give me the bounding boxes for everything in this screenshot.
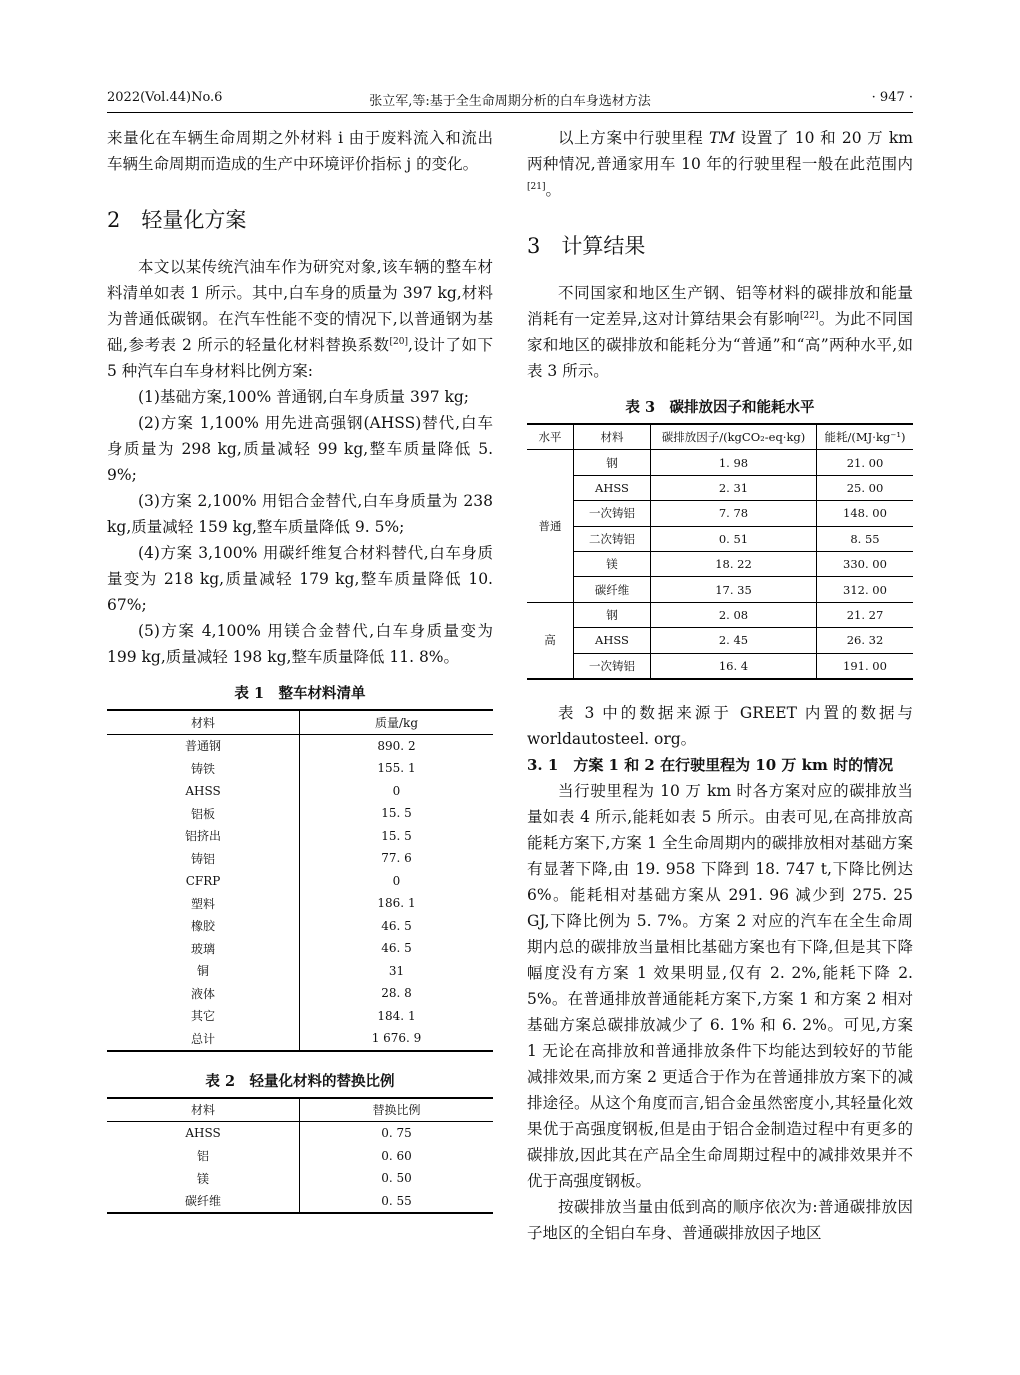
table3-header: 材料 [574, 424, 651, 450]
table-row: AHSS 2. 45 26. 32 [527, 628, 913, 653]
table-row: 铝板 15. 5 [107, 802, 493, 825]
table-row: 塑料 186. 1 [107, 892, 493, 915]
table2 [107, 1097, 493, 1215]
level-label: 普通 [527, 450, 574, 602]
table-row: 普通 钢 1. 98 21. 00 [527, 450, 913, 475]
table-row: 碳纤维 17. 35 312. 00 [527, 577, 913, 602]
section-3-1-paragraph: 当行驶里程为 10 万 km 时各方案对应的碳排放当量如表 4 所示,能耗如表 5 所示。由表可见,在高排放高能耗方案下,方案 1 全生命周期内的碳排放相对基础方案有显著下降,由 19. 958 下降到 18. 747 t,下降比例达 6%。能耗相对基础方案从 291. 96 减少到 275. 25 GJ,下降比例为 5. 7%。方案 2 对应的汽车在全生命周期内总的碳排放当量相比基础方案也有下降,但是其下降幅度没有方案 1 效果明显,仅有 2. 2%,能耗下降 2. 5%。在普通排放普通能耗方案下,方案 1 和方案 2 相对基础方案总碳排放减少了 6. 1% 和 6. 2%。可见,方案 1 无论在高排放和普通排放条件下均能达到较好的节能减排效果,而方案 2 更适合于作为在普通排放方案下的减排途径。从这个角度而言,铝合金虽然密度小,其轻量化效果优于高强度钢板,但是由于铝合金制造过程中有更多的碳排放,因此其在产品全生命周期过程中的减排效果并不优于高强度钢板。 [527, 781, 913, 1190]
table1 [107, 709, 493, 1052]
section-2-heading: 2 轻量化方案 [107, 208, 247, 232]
table-row: 橡胶 46. 5 [107, 915, 493, 938]
table-row: 碳纤维 0. 55 [107, 1190, 493, 1214]
table-row: 铝挤出 15. 5 [107, 825, 493, 848]
scheme-item: (2)方案 1,100% 用先进高强钢(AHSS)替代,白车身质量为 298 kg,质量减轻 99 kg,整车质量降低 5. 9%; [107, 414, 493, 484]
section-3-1-paragraph-2: 按碳排放当量由低到高的顺序依次为:普通碳排放因子地区的全铝白车身、普通碳排放因子地区 [527, 1197, 913, 1242]
left-column [107, 125, 493, 1214]
table-row: 铜 31 [107, 960, 493, 983]
table-row: 其它 184. 1 [107, 1005, 493, 1028]
table-row: 铸铝 77. 6 [107, 847, 493, 870]
section-3-1-heading: 3. 1 方案 1 和 2 在行驶里程为 10 万 km 时的情况 [527, 755, 894, 774]
table3-source-paragraph: 表 3 中的数据来源于 GREET 内置的数据与 worldautosteel. org。 [527, 703, 913, 748]
page-number: · 947 · [871, 90, 913, 105]
section-3-paragraph: 不同国家和地区生产钢、铝等材料的碳排放和能量消耗有一定差异,这对计算结果会有影响[22]。为此不同国家和地区的碳排放和能耗分为“普通”和“高”两种水平,如表 3 所示。 [527, 284, 913, 380]
table-row: AHSS 0 [107, 780, 493, 803]
table-row: 高 钢 2. 08 21. 27 [527, 602, 913, 627]
table-row: AHSS 2. 31 25. 00 [527, 475, 913, 500]
table-row: 铝 0. 60 [107, 1145, 493, 1168]
table-row: 一次铸铝 7. 78 148. 00 [527, 501, 913, 526]
table-row: AHSS 0. 75 [107, 1122, 493, 1145]
table1-header: 质量/kg [300, 710, 494, 734]
intro-paragraph: 来量化在车辆生命周期之外材料 i 由于废料流入和流出车辆生命周期而造成的生产中环境评价指标 j 的变化。 [107, 129, 493, 173]
table-row: 总计 1 676. 9 [107, 1027, 493, 1051]
table-row: 镁 0. 50 [107, 1167, 493, 1190]
table-row: 铸铁 155. 1 [107, 757, 493, 780]
table-row: 玻璃 46. 5 [107, 937, 493, 960]
citation[interactable]: [21] [527, 181, 546, 192]
table2-header: 替换比例 [300, 1098, 494, 1122]
table-row: 一次铸铝 16. 4 191. 00 [527, 653, 913, 679]
table-row: CFRP 0 [107, 870, 493, 893]
table-row: 液体 28. 8 [107, 982, 493, 1005]
table3-header: 水平 [527, 424, 574, 450]
table3-header: 能耗/(MJ·kg⁻¹) [817, 424, 914, 450]
scheme-item: (5)方案 4,100% 用镁合金替代,白车身质量变为 199 kg,质量减轻 198 kg,整车质量降低 11. 8%。 [107, 622, 493, 666]
scheme-item: (1)基础方案,100% 普通钢,白车身质量 397 kg; [138, 388, 470, 406]
table3-header-row [527, 424, 913, 450]
right-column [527, 125, 913, 1246]
citation[interactable]: [22] [799, 310, 819, 321]
table-row: 普通钢 890. 2 [107, 734, 493, 757]
table3-caption: 表 3 碳排放因子和能耗水平 [625, 399, 815, 416]
running-header [107, 88, 913, 113]
table-row: 二次铸铝 0. 51 8. 55 [527, 526, 913, 551]
citation[interactable]: [20] [389, 336, 408, 347]
table2-caption: 表 2 轻量化材料的替换比例 [205, 1072, 395, 1090]
journal-issue: 2022(Vol.44)No.6 [107, 90, 223, 105]
table3-header: 碳排放因子/(kgCO₂-eq·kg) [651, 424, 817, 450]
scheme-item: (4)方案 3,100% 用碳纤维复合材料替代,白车身质量变为 218 kg,质量减轻 179 kg,整车质量降低 10. 67%; [107, 544, 493, 614]
scheme-item: (3)方案 2,100% 用铝合金替代,白车身质量为 238 kg,质量减轻 159 kg,整车质量降低 9. 5%; [107, 492, 493, 536]
section-3-heading: 3 计算结果 [527, 234, 646, 258]
running-title: 张立军,等:基于全生命周期分析的白车身选材方法 [369, 94, 651, 109]
table2-header: 材料 [107, 1098, 300, 1122]
section-2-paragraph: 本文以某传统汽油车作为研究对象,该车辆的整车材料清单如表 1 所示。其中,白车身的质量为 397 kg,材料为普通低碳钢。在汽车性能不变的情况下,以普通钢为基础,参考表 2 所示的轻量化材料替换系数[20],设计了如下 5 种汽车白车身材料比例方案: [107, 258, 493, 380]
table1-caption: 表 1 整车材料清单 [234, 685, 366, 702]
table-row: 镁 18. 22 330. 00 [527, 551, 913, 576]
table1-header: 材料 [107, 710, 300, 734]
mileage-paragraph: 以上方案中行驶里程 TM 设置了 10 和 20 万 km 两种情况,普通家用车 10 年的行驶里程一般在此范围内[21]。 [527, 129, 913, 199]
level-label: 高 [527, 602, 574, 679]
table3 [527, 423, 913, 680]
